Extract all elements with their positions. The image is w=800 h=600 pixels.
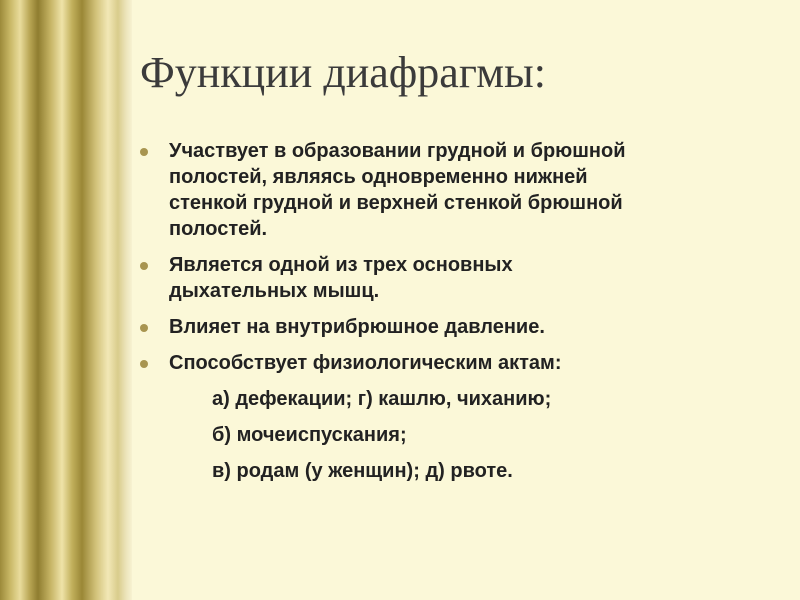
bullet-dot-icon bbox=[140, 262, 148, 270]
bullet-dot-icon bbox=[140, 324, 148, 332]
sub-item: в) родам (у женщин); д) рвоте. bbox=[212, 460, 513, 482]
sub-item-list bbox=[169, 386, 788, 484]
decorative-left-band bbox=[0, 0, 132, 600]
bullet-text: Является одной из трех основных дыхательных мышц. bbox=[169, 254, 513, 302]
sub-item: а) дефекации; г) кашлю, чиханию; bbox=[212, 388, 552, 410]
bullet-text: Способствует физиологическим актам: bbox=[169, 352, 562, 374]
bullet-item bbox=[138, 138, 788, 242]
slide-title: Функции диафрагмы: bbox=[140, 48, 546, 97]
bullet-dot-icon bbox=[140, 360, 148, 368]
bullet-dot-icon bbox=[140, 148, 148, 156]
bullet-item bbox=[138, 252, 788, 304]
bullet-item bbox=[138, 314, 788, 340]
bullet-item bbox=[138, 350, 788, 484]
sub-item: б) мочеиспускания; bbox=[212, 424, 407, 446]
bullet-text: Участвует в образовании грудной и брюшной полостей, являясь одновременно нижней стенкой грудной и верхней стенкой брюшной полостей. bbox=[169, 140, 626, 240]
bullet-list bbox=[138, 138, 788, 494]
bullet-text: Влияет на внутрибрюшное давление. bbox=[169, 316, 545, 338]
